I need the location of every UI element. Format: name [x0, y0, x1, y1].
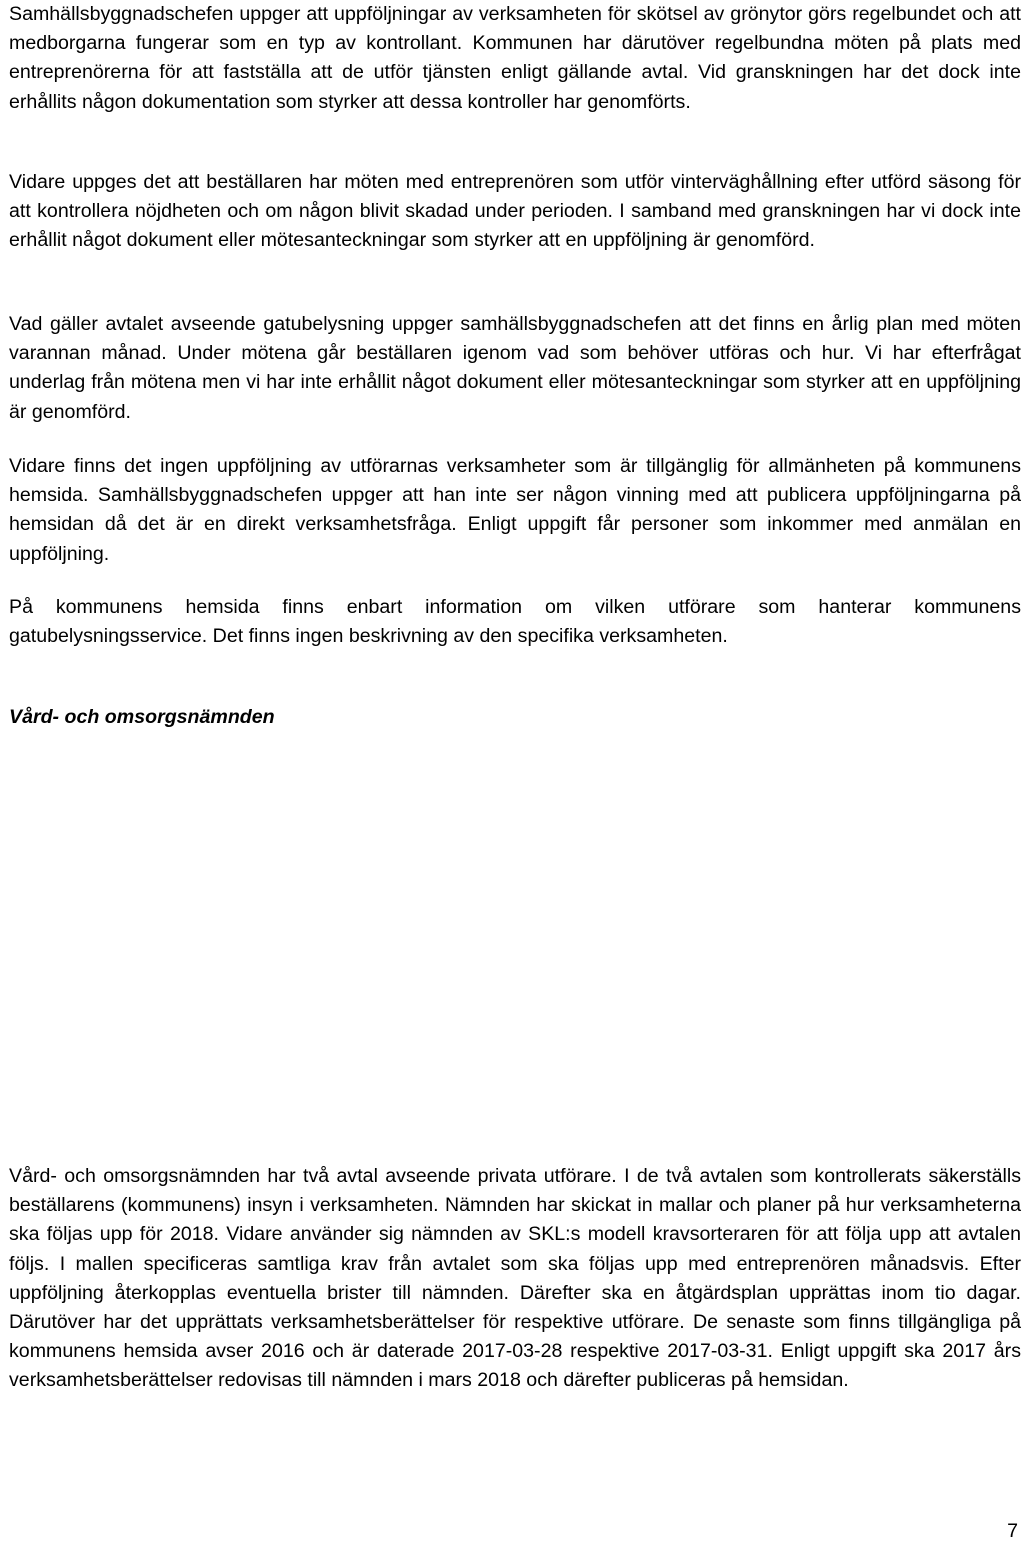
section-heading: Vård- och omsorgsnämnden [9, 706, 275, 728]
paragraph-gronytor: Samhällsbyggnadschefen uppger att uppföljningar av verksamheten för skötsel av grönytor görs regelbundet och att medborgarna fungerar som en typ av kontrollant. Kommunen har därutöver regelbundna möten på plats med entreprenörerna för att fastställa att de utför tjänsten enligt gällande avtal. Vid granskningen har det dock inte erhållits någon dokumentation som styrker att dessa kontroller har genomförts. [9, 3, 1021, 113]
paragraph-hemsida-information: På kommunens hemsida finns enbart information om vilken utförare som hanterar kommunens gatubelysningsservice. Det finns ingen beskrivning av den specifika verksamheten. [9, 596, 1021, 648]
paragraph-hemsida-uppfoljning: Vidare finns det ingen uppföljning av utförarnas verksamheter som är tillgänglig för allmänheten på kommunens hemsida. Samhällsbyggnadschefen uppger att han inte ser någon vinning med att publicera uppföljningarna på hemsidan då det är en direkt verksamhetsfråga. Enligt uppgift får personer som inkommer med anmälan en uppföljning. [9, 455, 1021, 565]
paragraph-gatubelysning: Vad gäller avtalet avseende gatubelysning uppger samhällsbyggnadschefen att det finns en årlig plan med möten varannan månad. Under mötena går beställaren igenom vad som behöver utföras och hur. Vi har efterfrågat underlag från mötena men vi har inte erhållit något dokument eller mötesanteckningar som styrker att en uppföljning är genomförd. [9, 313, 1021, 423]
paragraph-vard-omsorg: Vård- och omsorgsnämnden har två avtal avseende privata utförare. I de två avtalen som kontrollerats säkerställs beställarens (kommunens) insyn i verksamheten. Nämnden har skickat in mallar och planer på hur verksamheterna ska följas upp för 2018. Vidare använder sig nämnden av SKL:s modell kravsorteraren för att följa upp att avtalen följs. I mallen specificeras samtliga krav från avtalet som ska följas upp med entreprenören månadsvis. Efter uppföljning återkopplas eventuella brister till nämnden. Därefter ska en åtgärdsplan upprättas inom tio dagar. Därutöver har det upprättats verksamhetsberättelser för respektive utförare. De senaste som finns tillgängliga på kommunens hemsida avser 2016 och är daterade 2017-03-28 respektive 2017-03-31. Enligt uppgift ska 2017 års verksamhetsberättelser redovisas till nämnden i mars 2018 och därefter publiceras på hemsidan. [9, 1165, 1021, 1392]
page-number: 7 [1007, 1520, 1018, 1542]
paragraph-vintervaghallning: Vidare uppges det att beställaren har möten med entreprenören som utför vinterväghållning efter utförd säsong för att kontrollera nöjdheten och om någon blivit skadad under perioden. I samband med granskningen har vi dock inte erhållit något dokument eller mötesanteckningar som styrker att en uppföljning är genomförd. [9, 171, 1021, 252]
